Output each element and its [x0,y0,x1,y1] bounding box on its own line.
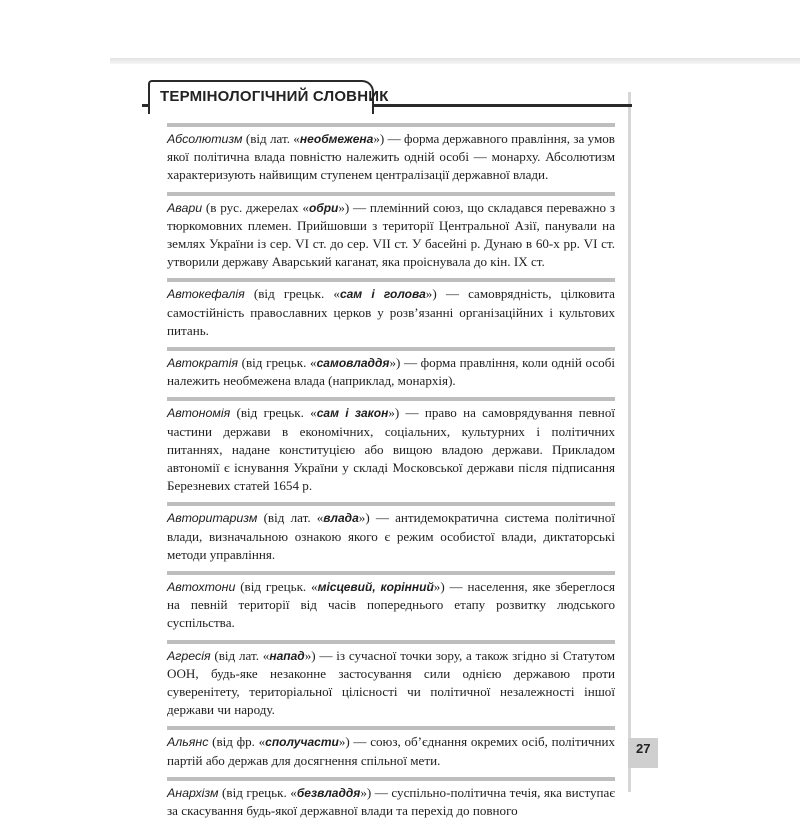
entry-origin-prefix: (від грецьк. « [244,286,340,302]
entry-origin-prefix: (від лат. « [257,510,324,526]
entry-origin-prefix: (від грецьк. « [238,355,317,371]
entry-text [167,578,615,633]
entry-definition: ») — племінний союз, що складався переважно з тюркомовних племен. Прийшовши з території Центральної Азії, панували на землях України із сер. VI ст. до сер. VII ст. У басейні р. Дунаю в 60-х рр. VI ст. утворили державу Аварський каганат, яка проіснувала до кін. IX ст. [167,199,615,270]
entry-text [167,285,615,340]
entry-origin-prefix: (від грецьк. « [230,405,317,421]
entry-gloss: самовладдя [316,356,390,371]
glossary-entry [167,502,615,564]
entry-text [167,733,615,769]
entry-term: Автономія [167,406,231,421]
glossary-entry [167,397,615,495]
entry-definition: ») — право на самоврядування певної частини держави в економічних, соціальних, культурних і політичних питаннях, надане конституцією або вищою владою держави. Прикладом автономії є існування України у складі Московської держави після підписання Березневих статей 1654 р. [167,405,616,494]
entry-gloss: влада [323,511,359,526]
entry-text [167,130,615,185]
entry-term: Авари [167,200,203,215]
entry-origin-prefix: (від лат. « [210,647,270,663]
glossary-entry [167,192,615,272]
glossary-entry [167,640,615,720]
entry-definition: ») — суспільно-політична течія, яка виступає за скасування будь-якої державної влади та перехід до повного [167,784,615,819]
page-edge-shadow [110,58,800,64]
page-number: 27 [636,741,651,756]
entry-definition: ») — самоврядність, цілковита самостійність православних церков у розв’язанні організаційних і культових питань. [167,286,615,338]
entry-text [167,647,615,720]
entry-text [167,784,615,820]
entry-term: Абсолютизм [167,132,243,146]
glossary-entry [167,571,615,633]
entry-term: Автократія [167,356,238,371]
entry-definition: ») — форма правління, коли одній особі належить необмежена влада (наприклад, монархія). [167,355,616,389]
glossary-entry [167,726,615,769]
glossary-entry [167,347,615,390]
entry-gloss: безвладдя [296,785,361,800]
entry-text [167,404,615,495]
page-title: ТЕРМІНОЛОГІЧНИЙ СЛОВНИК [160,88,389,105]
glossary-list [167,123,615,827]
glossary-entry [167,278,615,340]
entry-text [167,199,615,272]
entry-term: Автокефалія [167,287,245,302]
entry-origin-prefix: (від грецьк. « [218,784,297,800]
entry-gloss: сполучасти [265,735,339,750]
entry-term: Авторитаризм [167,511,258,526]
right-margin-rule [628,92,631,792]
entry-gloss: напад [269,648,305,663]
entry-gloss: сам і голова [339,287,426,302]
entry-definition: ») — із сучасної точки зору, а також згідно зі Статутом ООН, будь-яке незаконне застосування сили однією державою проти суверенітету, територіальної цілісності чи політичної незалежності іншої держави чи народу. [167,647,615,718]
entry-gloss: необмежена [299,132,374,146]
entry-term: Альянс [167,735,209,750]
entry-term: Агресія [167,648,211,663]
entry-gloss: сам і закон [316,406,389,421]
entry-gloss: місцевий, корінний [317,580,434,595]
glossary-entry [167,123,615,185]
entry-text [167,509,615,564]
entry-text [167,354,615,390]
entry-term: Автохтони [167,580,236,595]
entry-origin-prefix: (від грецьк. « [235,579,318,595]
entry-origin-prefix: (від лат. « [242,131,300,146]
entry-definition: ») — союз, об’єднання окремих осіб, політичних партій або держав для досягнення спільної мети. [167,734,616,768]
entry-term: Анархізм [167,785,219,800]
entry-gloss: обри [308,200,339,215]
entry-definition: ») — форма державного правління, за умов якої політична влада повністю належить одній особі — монарху. Абсолютизм характеризують найвищим ступенем централізації державної влади. [167,131,615,183]
entry-definition: ») — населення, яке збереглося на певній території від часів попереднього етапу розвитку людського суспільства. [167,579,615,631]
glossary-entry [167,777,615,820]
entry-origin-prefix: (в рус. джерелах « [202,199,309,215]
entry-definition: ») — антидемократична система політичної влади, визначальною ознакою якого є режим особистої влади, диктаторські методи управління. [167,510,615,562]
entry-origin-prefix: (від фр. « [208,734,266,750]
